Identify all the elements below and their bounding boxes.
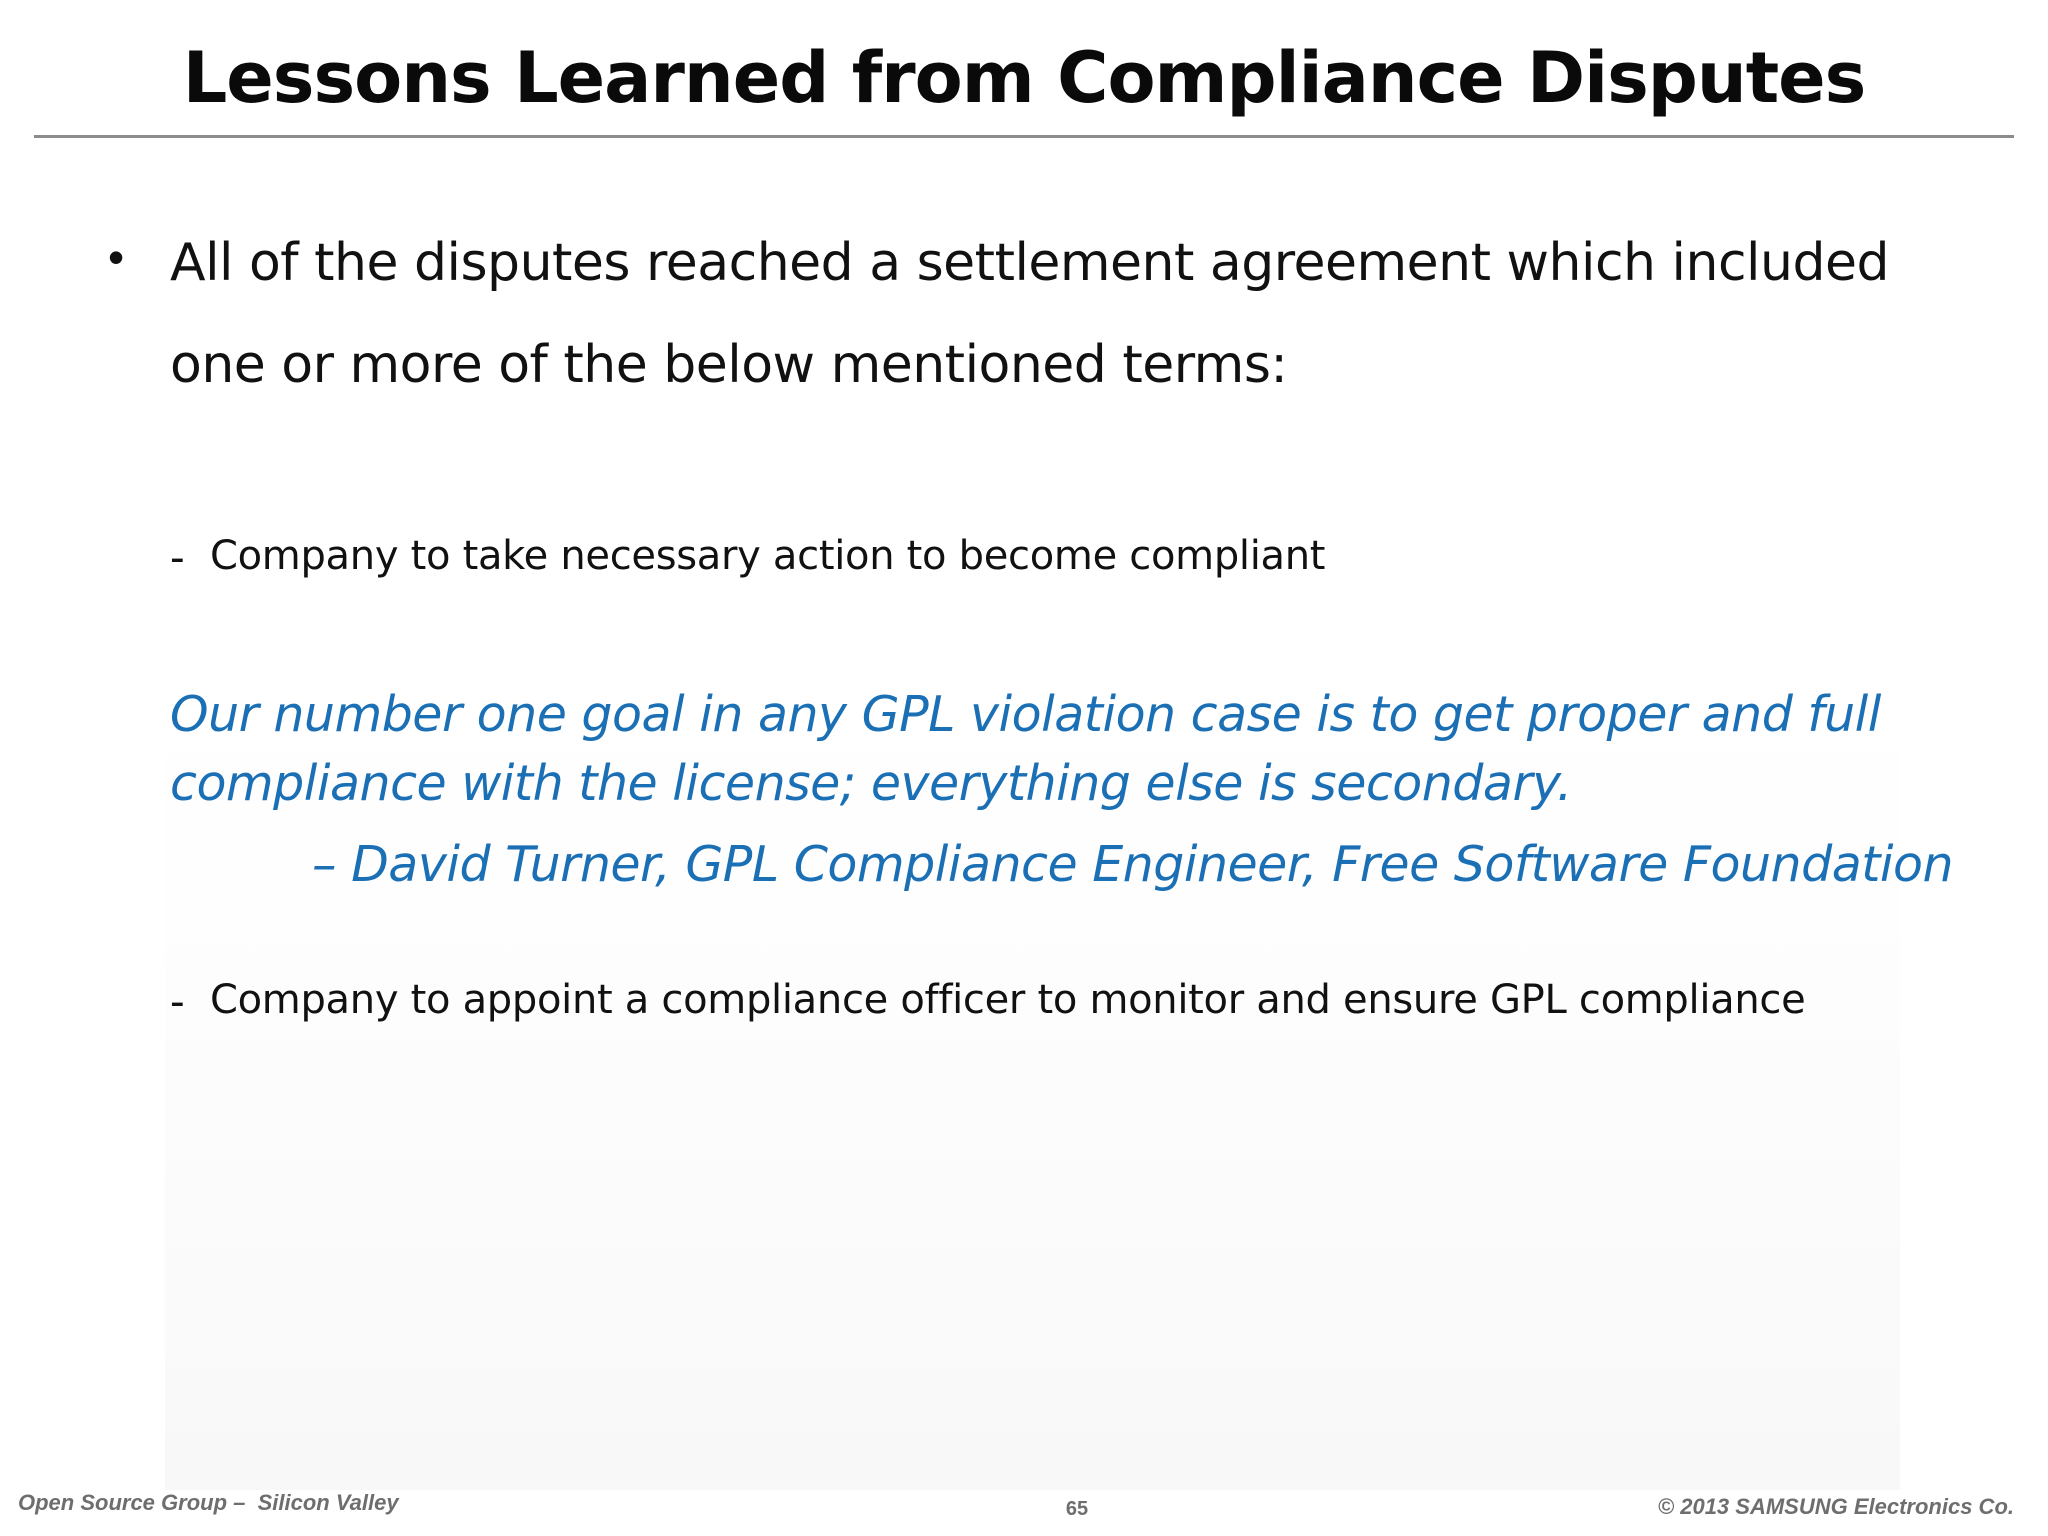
sub-item-marker: - bbox=[170, 977, 185, 1026]
sub-item-text: Company to appoint a compliance officer to monitor and ensure GPL compliance bbox=[210, 977, 1806, 1023]
footer-group-label: Open Source Group – Silicon Valley bbox=[18, 1490, 399, 1515]
bullet-text: All of the disputes reached a settlement agreement which included one or more of the below mentioned terms: bbox=[170, 233, 1889, 395]
quote-attribution: – David Turner, GPL Compliance Engineer, Free Software Foundation bbox=[312, 836, 1954, 893]
footer-copyright: © 2013 SAMSUNG Electronics Co. bbox=[1657, 1494, 2014, 1519]
sub-item-marker: - bbox=[170, 533, 185, 582]
quote-text: Our number one goal in any GPL violation case is to get proper and full compliance with the license; everything else is secondary. bbox=[170, 686, 1881, 812]
title-divider bbox=[34, 135, 2014, 138]
bullet-marker: • bbox=[108, 231, 125, 283]
slide-title: Lessons Learned from Compliance Disputes bbox=[182, 37, 1866, 119]
page-number: 65 bbox=[1065, 1498, 1089, 1520]
sub-item-text: Company to take necessary action to become compliant bbox=[210, 533, 1326, 579]
